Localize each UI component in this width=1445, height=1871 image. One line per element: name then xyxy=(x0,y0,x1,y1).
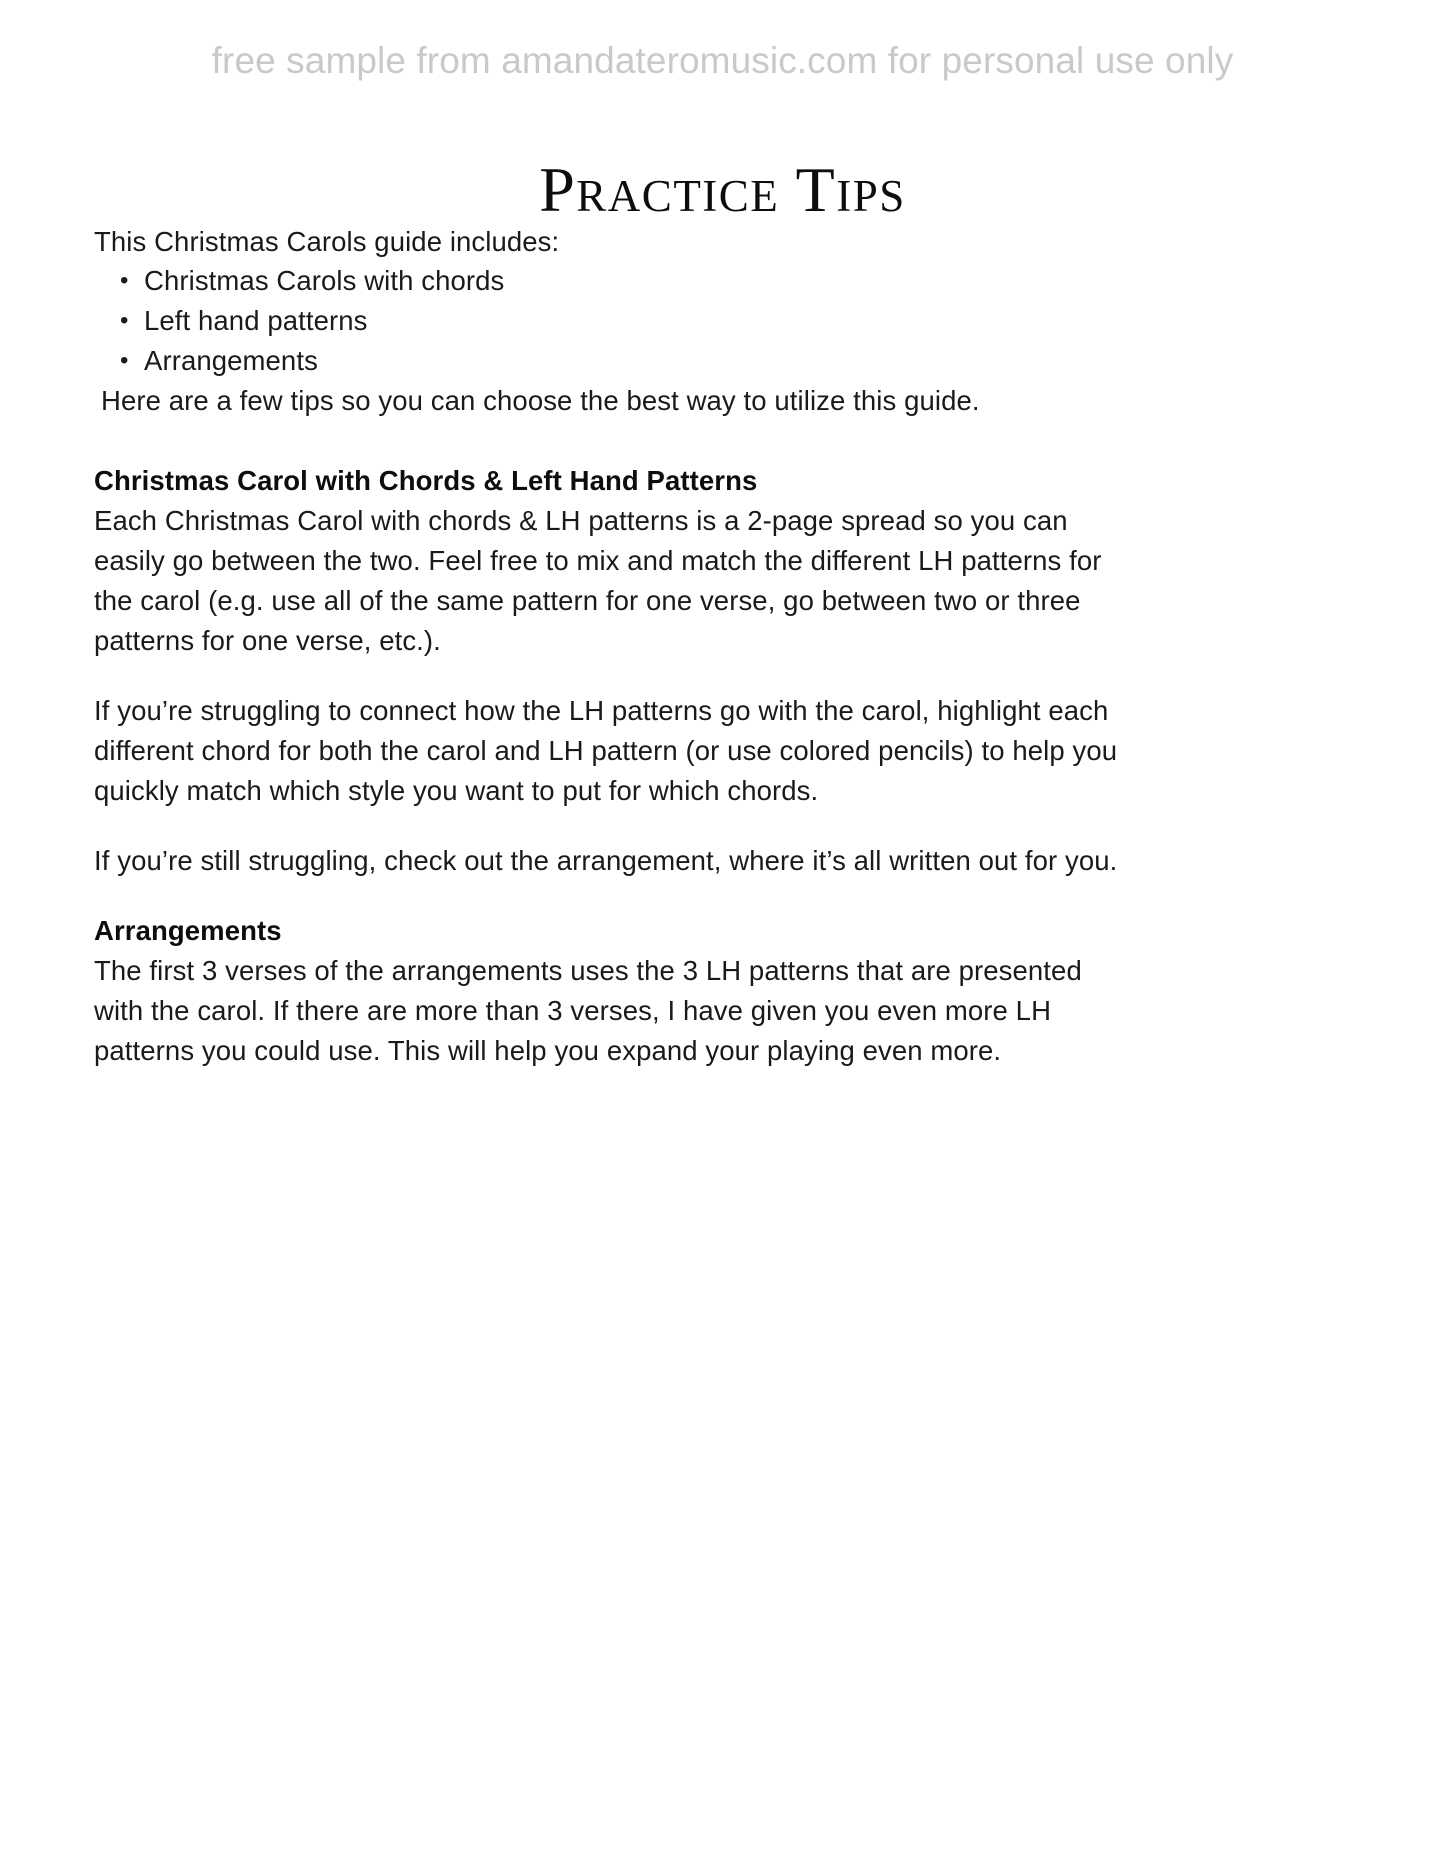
spacer xyxy=(94,811,1124,841)
section-heading-arrangements: Arrangements xyxy=(94,915,282,946)
document-body xyxy=(94,222,1124,1071)
section-paragraph: If you’re struggling to connect how the LH patterns go with the carol, highlight each different chord for both the carol and LH pattern (or use colored pencils) to help you quickly match which style you want to put for which chords. xyxy=(94,695,1118,806)
section-paragraph: If you’re still struggling, check out the arrangement, where it’s all written out for you. xyxy=(94,845,1118,876)
watermark-text: free sample from amandateromusic.com for personal use only xyxy=(211,40,1234,81)
list-item xyxy=(94,341,1124,381)
list-item-label: Christmas Carols with chords xyxy=(144,265,505,296)
page-title: Practice Tips xyxy=(539,153,906,225)
section-heading-carol-chords: Christmas Carol with Chords & Left Hand Patterns xyxy=(94,465,758,496)
spacer xyxy=(94,661,1124,691)
list-item-label: Arrangements xyxy=(144,345,318,376)
spacer xyxy=(94,881,1124,911)
spacer xyxy=(94,421,1124,461)
intro-lead: This Christmas Carols guide includes: xyxy=(94,226,560,257)
list-item xyxy=(94,261,1124,301)
list-item-label: Left hand patterns xyxy=(144,305,368,336)
section-paragraph: Each Christmas Carol with chords & LH patterns is a 2-page spread so you can easily go between the two. Feel free to mix and match the different LH patterns for the carol (e.g. use all of the same pattern for one verse, go between two or three patterns for one verse, etc.). xyxy=(94,505,1102,656)
includes-list xyxy=(94,261,1124,381)
intro-closing: Here are a few tips so you can choose the best way to utilize this guide. xyxy=(101,385,980,416)
list-item xyxy=(94,301,1124,341)
section-paragraph: The first 3 verses of the arrangements uses the 3 LH patterns that are presented with the carol. If there are more than 3 verses, I have given you even more LH patterns you could use. This will help you expand your playing even more. xyxy=(94,955,1082,1066)
